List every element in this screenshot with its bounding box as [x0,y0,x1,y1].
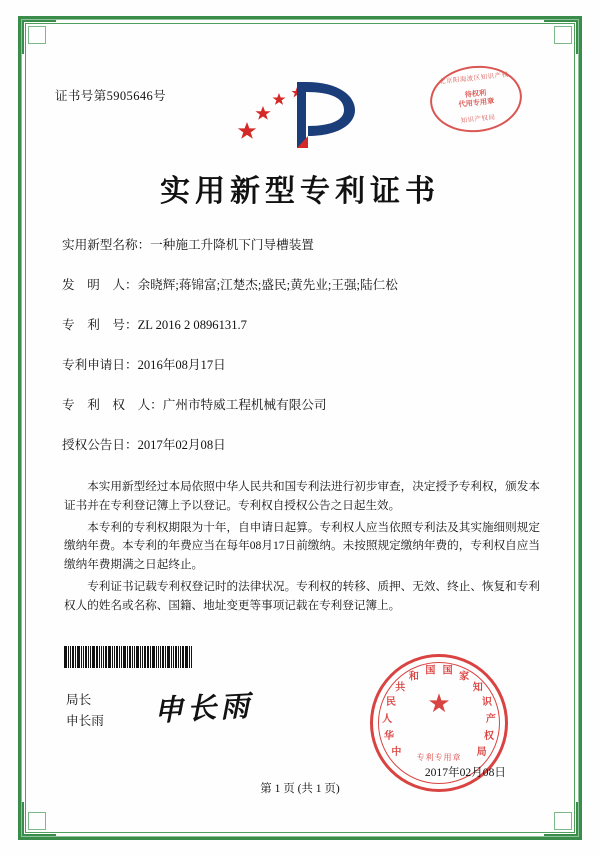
approval-stamp-middle [431,85,520,112]
field-label: 专 利 权 人： [62,398,163,412]
seal-star-icon: ★ [427,689,451,718]
field-row-patentee [62,394,544,413]
approval-stamp-arc-bottom: 知识产权局 [460,114,496,125]
field-value: 2017年02月08日 [137,438,226,452]
field-value: 广州市特威工程机械有限公司 [162,398,327,412]
approval-stamp-line1: 待权利 [464,88,487,100]
field-value: ZL 2016 2 0896131.7 [137,318,247,332]
page-title: 实用新型专利证书 [160,175,440,208]
field-list [62,234,544,474]
field-label: 授权公告日： [62,438,138,452]
certificate-content [50,58,550,798]
field-value: 2016年08月17日 [137,358,226,372]
certificate-number: 证书号第5905646号 [55,89,167,103]
seal-ring-char: 华 [383,731,394,743]
logo-stem [297,82,306,148]
seal-ring-char: 人 [382,713,393,725]
approval-stamp-oval [427,61,525,136]
field-label: 专 利 号： [62,318,138,332]
seal-ring-char: 民 [386,696,397,708]
field-value: 一种施工升降机下门导槽装置 [150,238,314,252]
seal-ring-char: 国 [442,665,453,677]
field-row-utility-model-name [62,234,544,253]
field-row-inventors [62,274,544,293]
logo-graphic [235,76,365,154]
legal-paragraph-2: 本专利的专利权期限为十年，自申请日起算。专利权人应当依照专利法及其实施细则规定缴纳年费。本专利的年费应当在每年08月17日前缴纳。未按照规定缴纳年费的，专利权自应当缴纳年费期满之日起终止。 [64,520,540,572]
patent-office-logo [235,76,365,154]
corner-ornament-top-right [544,20,578,54]
handwritten-signature: 申长雨 [153,688,254,728]
corner-ornament-bottom-left [22,802,56,836]
signatory-role: 局长 [66,693,92,707]
approval-stamp-line2: 代用专用章 [458,97,495,109]
legal-text-block [64,478,540,618]
seal-ring-char: 中 [391,746,402,758]
field-value: 余晓辉;蒋锦富;江楚杰;盛民;黄先业;王强;陆仁松 [137,278,398,292]
seal-ring-char: 权 [484,731,495,743]
seal-ring-char: 共 [395,682,406,694]
legal-paragraph-3: 专利证书记载专利权登记时的法律状况。专利权的转移、质押、无效、终止、恢复和专利权人的姓名或名称、国籍、地址变更等事项记载在专利登记簿上。 [64,579,540,612]
corner-ornament-bottom-right [544,802,578,836]
seal-ring-char: 知 [472,682,483,694]
seal-ring-char: 家 [459,671,470,683]
signature-block [66,690,104,732]
seal-ring-char: 识 [481,696,492,708]
field-label: 实用新型名称： [62,238,151,252]
field-row-application-date [62,354,544,373]
page-footer: 第 1 页 (共 1 页) [260,783,340,795]
legal-paragraph-1: 本实用新型经过本局依照中华人民共和国专利法进行初步审查，决定授予专利权，颁发本证书并在专利登记簿上予以登记。专利权自授权公告之日起生效。 [64,480,540,512]
seal-ring-char: 和 [408,671,419,683]
seal-date: 2017年02月08日 [424,766,506,779]
signatory-name: 申长雨 [66,713,104,728]
logo-stars-icon [238,87,303,139]
corner-ornament-top-left [22,20,56,54]
field-row-grant-date [62,434,544,453]
logo-p-bowl [306,82,355,136]
approval-stamp-arc-top: 北京阳海波区知识产权 [438,71,509,86]
seal-ring-char: 局 [476,746,487,758]
seal-ring-char: 国 [425,665,436,677]
seal-ring-char: 产 [485,713,496,725]
barcode [64,646,232,668]
field-label: 发 明 人： [62,278,138,292]
field-row-patent-number [62,314,544,333]
seal-bottom-text: 专利专用章 [416,753,462,762]
field-label: 专利申请日： [62,358,138,372]
